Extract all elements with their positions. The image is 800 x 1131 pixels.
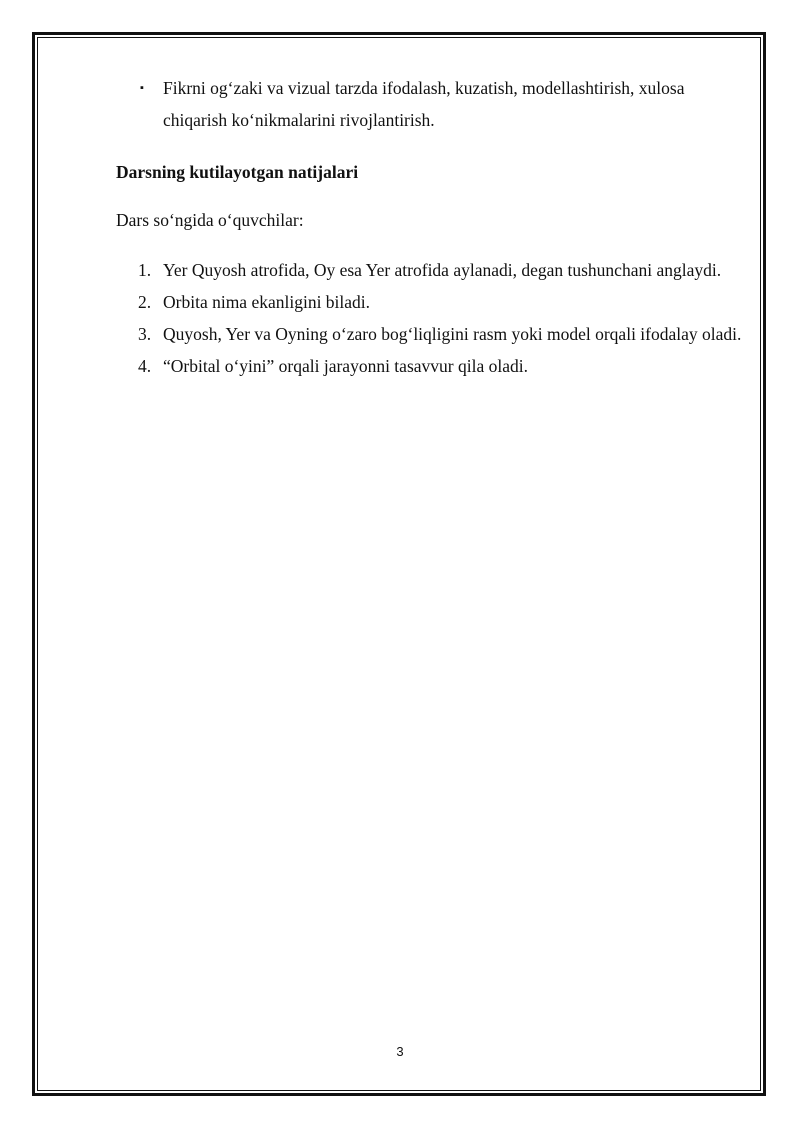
bullet-text: Fikrni og‘zaki va vizual tarzda ifodalash, kuzatish, modellashtirish, xulosa chiqarish ko‘nikmalarini rivojlantirish. bbox=[163, 78, 685, 130]
document-content bbox=[116, 72, 746, 382]
section-heading: Darsning kutilayotgan natijalari bbox=[116, 162, 359, 182]
outcome-text: “Orbital o‘yini” orqali jarayonni tasavvur qila oladi. bbox=[163, 356, 528, 376]
page-number: 3 bbox=[396, 1044, 404, 1059]
outcome-item-3 bbox=[116, 318, 746, 350]
intro-text: Dars so‘ngida o‘quvchilar: bbox=[116, 210, 304, 230]
bullet-item bbox=[116, 72, 746, 136]
bullet-icon: ▪ bbox=[140, 82, 144, 94]
outcome-item-1 bbox=[116, 254, 746, 286]
outcome-number: 1. bbox=[138, 260, 152, 280]
outcome-number: 2. bbox=[138, 292, 152, 312]
outcome-number: 3. bbox=[138, 324, 152, 344]
outcome-text: Quyosh, Yer va Oyning o‘zaro bog‘liqligini rasm yoki model orqali ifodalay oladi. bbox=[163, 324, 742, 344]
outcome-text: Yer Quyosh atrofida, Oy esa Yer atrofida aylanadi, degan tushunchani anglaydi. bbox=[163, 260, 722, 280]
skills-bullet-list bbox=[116, 72, 746, 136]
outcome-item-4 bbox=[116, 350, 746, 382]
outcome-text: Orbita nima ekanligini biladi. bbox=[163, 292, 371, 312]
outcome-item-2 bbox=[116, 286, 746, 318]
outcomes-list bbox=[116, 254, 746, 382]
outcome-number: 4. bbox=[138, 356, 152, 376]
